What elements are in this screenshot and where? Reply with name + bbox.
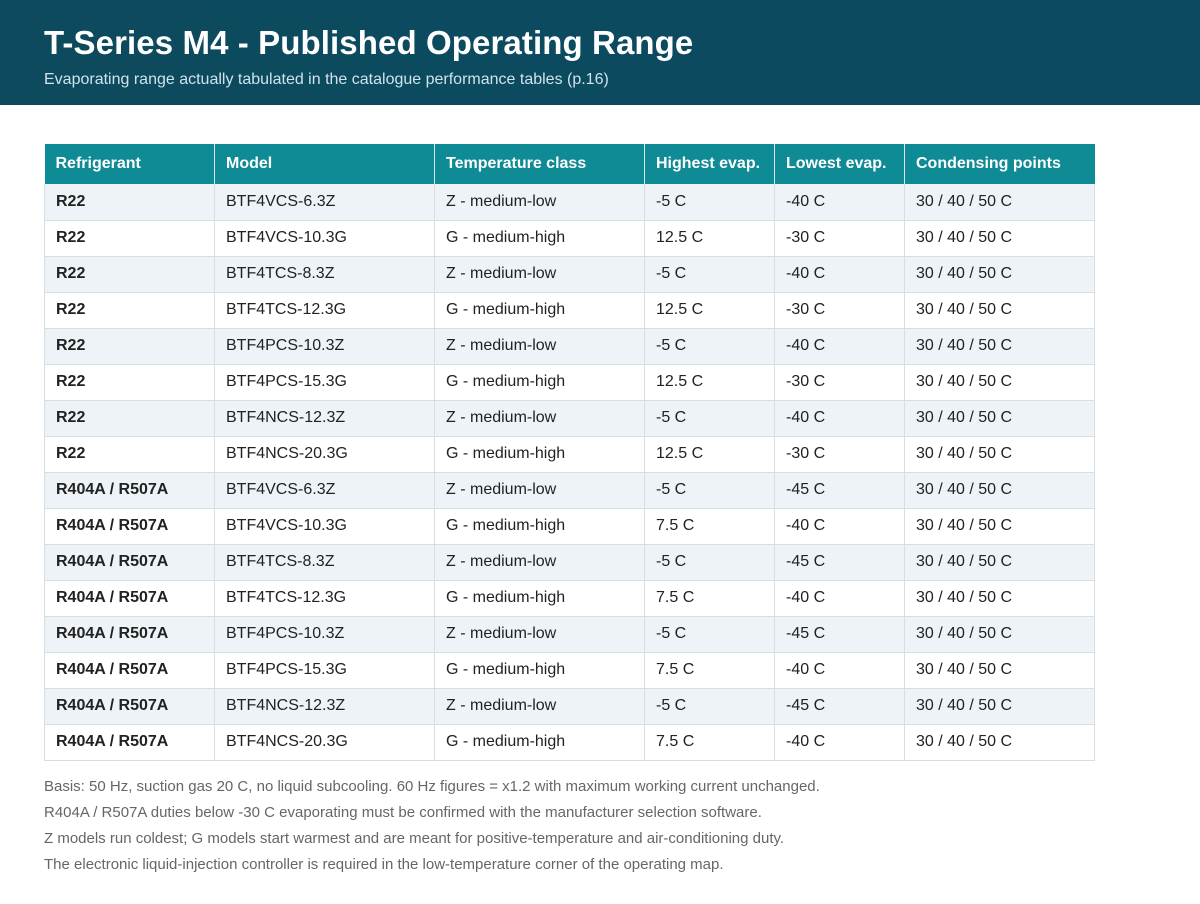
cell-lowest-evap: -45 C — [775, 688, 905, 724]
cell-model: BTF4NCS-20.3G — [215, 724, 435, 760]
cell-model: BTF4NCS-12.3Z — [215, 688, 435, 724]
cell-temperature-class: Z - medium-low — [435, 184, 645, 220]
cell-condensing-points: 30 / 40 / 50 C — [905, 184, 1095, 220]
cell-model: BTF4TCS-12.3G — [215, 580, 435, 616]
cell-condensing-points: 30 / 40 / 50 C — [905, 652, 1095, 688]
footnote: R404A / R507A duties below -30 C evaporating must be confirmed with the manufacturer selection software. — [44, 804, 762, 821]
cell-refrigerant: R404A / R507A — [45, 508, 215, 544]
table-row — [45, 544, 1095, 580]
cell-refrigerant: R22 — [45, 220, 215, 256]
cell-refrigerant: R404A / R507A — [45, 652, 215, 688]
cell-model: BTF4PCS-10.3Z — [215, 616, 435, 652]
table-row — [45, 616, 1095, 652]
table-row — [45, 184, 1095, 220]
cell-lowest-evap: -40 C — [775, 652, 905, 688]
cell-model: BTF4TCS-8.3Z — [215, 256, 435, 292]
footnote: Basis: 50 Hz, suction gas 20 C, no liquid subcooling. 60 Hz figures = x1.2 with maximum working current unchanged. — [44, 778, 820, 795]
cell-highest-evap: 7.5 C — [645, 652, 775, 688]
cell-model: BTF4TCS-12.3G — [215, 292, 435, 328]
cell-temperature-class: Z - medium-low — [435, 544, 645, 580]
cell-temperature-class: Z - medium-low — [435, 688, 645, 724]
cell-temperature-class: G - medium-high — [435, 580, 645, 616]
cell-model: BTF4NCS-20.3G — [215, 436, 435, 472]
table-row — [45, 400, 1095, 436]
cell-temperature-class: G - medium-high — [435, 508, 645, 544]
cell-temperature-class: G - medium-high — [435, 220, 645, 256]
cell-highest-evap: -5 C — [645, 256, 775, 292]
cell-condensing-points: 30 / 40 / 50 C — [905, 472, 1095, 508]
table-row — [45, 220, 1095, 256]
table-row — [45, 580, 1095, 616]
column-header-highest-evap: Highest evap. — [645, 144, 775, 184]
cell-refrigerant: R22 — [45, 184, 215, 220]
cell-model: BTF4PCS-15.3G — [215, 652, 435, 688]
cell-temperature-class: G - medium-high — [435, 724, 645, 760]
cell-highest-evap: 12.5 C — [645, 436, 775, 472]
cell-model: BTF4VCS-10.3G — [215, 220, 435, 256]
cell-lowest-evap: -40 C — [775, 508, 905, 544]
cell-highest-evap: 12.5 C — [645, 292, 775, 328]
cell-lowest-evap: -30 C — [775, 436, 905, 472]
table-row — [45, 724, 1095, 760]
column-header-refrigerant: Refrigerant — [45, 144, 215, 184]
table-row — [45, 652, 1095, 688]
column-header-model: Model — [215, 144, 435, 184]
footnote: Z models run coldest; G models start warmest and are meant for positive-temperature and air-conditioning duty. — [44, 830, 785, 847]
cell-lowest-evap: -45 C — [775, 544, 905, 580]
page-subtitle: Evaporating range actually tabulated in the catalogue performance tables (p.16) — [44, 71, 609, 88]
cell-refrigerant: R22 — [45, 400, 215, 436]
table-row — [45, 256, 1095, 292]
cell-model: BTF4VCS-6.3Z — [215, 472, 435, 508]
cell-lowest-evap: -30 C — [775, 292, 905, 328]
table-body — [45, 184, 1095, 760]
cell-highest-evap: -5 C — [645, 472, 775, 508]
cell-highest-evap: 12.5 C — [645, 364, 775, 400]
cell-highest-evap: -5 C — [645, 688, 775, 724]
cell-condensing-points: 30 / 40 / 50 C — [905, 544, 1095, 580]
cell-condensing-points: 30 / 40 / 50 C — [905, 616, 1095, 652]
cell-condensing-points: 30 / 40 / 50 C — [905, 508, 1095, 544]
cell-refrigerant: R404A / R507A — [45, 544, 215, 580]
cell-condensing-points: 30 / 40 / 50 C — [905, 220, 1095, 256]
cell-temperature-class: G - medium-high — [435, 652, 645, 688]
cell-model: BTF4TCS-8.3Z — [215, 544, 435, 580]
cell-highest-evap: 12.5 C — [645, 220, 775, 256]
column-header-lowest-evap: Lowest evap. — [775, 144, 905, 184]
table-row — [45, 328, 1095, 364]
cell-lowest-evap: -40 C — [775, 328, 905, 364]
cell-highest-evap: -5 C — [645, 544, 775, 580]
cell-refrigerant: R22 — [45, 364, 215, 400]
cell-condensing-points: 30 / 40 / 50 C — [905, 328, 1095, 364]
cell-lowest-evap: -40 C — [775, 724, 905, 760]
cell-refrigerant: R404A / R507A — [45, 472, 215, 508]
cell-highest-evap: -5 C — [645, 184, 775, 220]
table-row — [45, 292, 1095, 328]
cell-highest-evap: -5 C — [645, 616, 775, 652]
cell-model: BTF4PCS-15.3G — [215, 364, 435, 400]
cell-highest-evap: 7.5 C — [645, 724, 775, 760]
table-row — [45, 364, 1095, 400]
cell-temperature-class: Z - medium-low — [435, 472, 645, 508]
cell-highest-evap: -5 C — [645, 328, 775, 364]
table-header-row — [45, 144, 1095, 184]
cell-lowest-evap: -40 C — [775, 580, 905, 616]
cell-temperature-class: Z - medium-low — [435, 328, 645, 364]
table-row — [45, 688, 1095, 724]
cell-model: BTF4VCS-6.3Z — [215, 184, 435, 220]
column-header-temperature-class: Temperature class — [435, 144, 645, 184]
cell-lowest-evap: -45 C — [775, 472, 905, 508]
cell-lowest-evap: -30 C — [775, 364, 905, 400]
cell-model: BTF4PCS-10.3Z — [215, 328, 435, 364]
footnote: The electronic liquid-injection controller is required in the low-temperature corner of the operating map. — [44, 856, 724, 873]
cell-condensing-points: 30 / 40 / 50 C — [905, 688, 1095, 724]
cell-condensing-points: 30 / 40 / 50 C — [905, 724, 1095, 760]
page-title: T-Series M4 - Published Operating Range — [44, 24, 694, 61]
cell-highest-evap: -5 C — [645, 400, 775, 436]
operating-range-table — [44, 144, 1095, 761]
cell-refrigerant: R22 — [45, 436, 215, 472]
cell-refrigerant: R404A / R507A — [45, 616, 215, 652]
cell-refrigerant: R22 — [45, 292, 215, 328]
page-header — [0, 0, 1200, 105]
footnotes — [44, 774, 820, 878]
cell-temperature-class: Z - medium-low — [435, 400, 645, 436]
cell-condensing-points: 30 / 40 / 50 C — [905, 436, 1095, 472]
cell-condensing-points: 30 / 40 / 50 C — [905, 580, 1095, 616]
cell-highest-evap: 7.5 C — [645, 580, 775, 616]
cell-condensing-points: 30 / 40 / 50 C — [905, 256, 1095, 292]
cell-lowest-evap: -30 C — [775, 220, 905, 256]
column-header-condensing-points: Condensing points — [905, 144, 1095, 184]
cell-temperature-class: Z - medium-low — [435, 256, 645, 292]
cell-refrigerant: R22 — [45, 256, 215, 292]
cell-refrigerant: R404A / R507A — [45, 580, 215, 616]
cell-refrigerant: R404A / R507A — [45, 688, 215, 724]
cell-lowest-evap: -40 C — [775, 256, 905, 292]
table-row — [45, 472, 1095, 508]
cell-refrigerant: R404A / R507A — [45, 724, 215, 760]
cell-condensing-points: 30 / 40 / 50 C — [905, 400, 1095, 436]
cell-lowest-evap: -40 C — [775, 184, 905, 220]
cell-temperature-class: Z - medium-low — [435, 616, 645, 652]
cell-model: BTF4NCS-12.3Z — [215, 400, 435, 436]
cell-refrigerant: R22 — [45, 328, 215, 364]
cell-lowest-evap: -45 C — [775, 616, 905, 652]
cell-condensing-points: 30 / 40 / 50 C — [905, 364, 1095, 400]
table-row — [45, 436, 1095, 472]
cell-highest-evap: 7.5 C — [645, 508, 775, 544]
cell-lowest-evap: -40 C — [775, 400, 905, 436]
cell-model: BTF4VCS-10.3G — [215, 508, 435, 544]
cell-condensing-points: 30 / 40 / 50 C — [905, 292, 1095, 328]
cell-temperature-class: G - medium-high — [435, 292, 645, 328]
table-row — [45, 508, 1095, 544]
cell-temperature-class: G - medium-high — [435, 436, 645, 472]
cell-temperature-class: G - medium-high — [435, 364, 645, 400]
